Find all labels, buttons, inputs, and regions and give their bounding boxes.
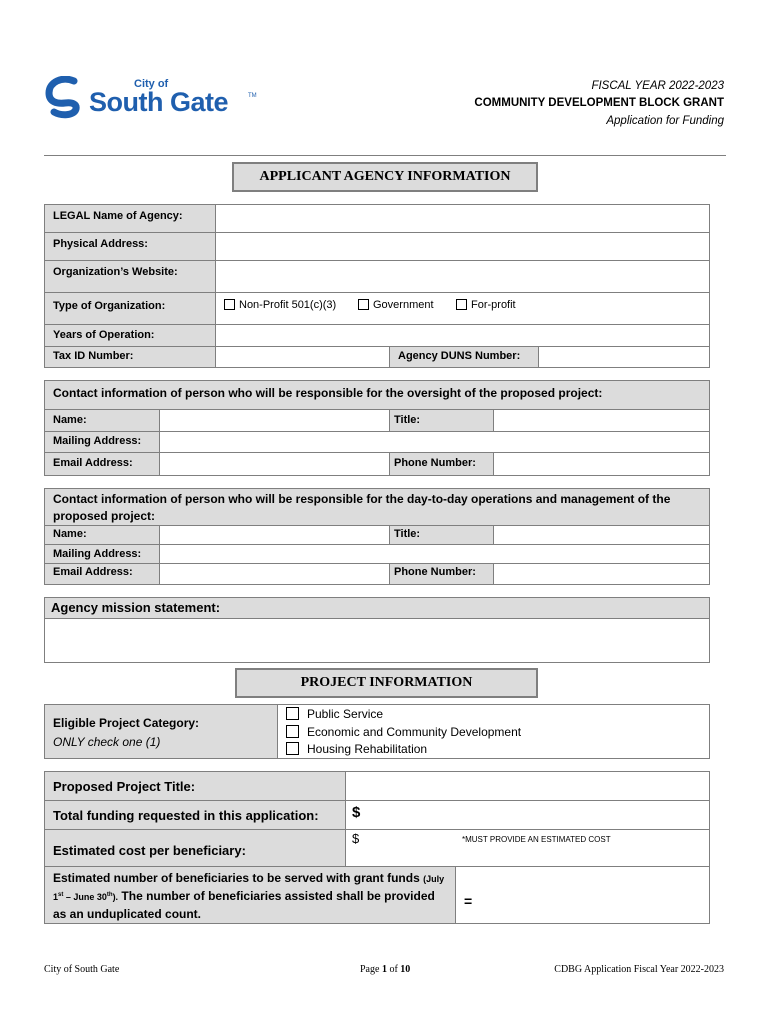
nonprofit-checkbox[interactable] [224, 299, 235, 310]
logo-trademark: TM [248, 93, 257, 99]
operations-phone-field[interactable] [493, 563, 710, 585]
public-service-checkbox[interactable] [286, 707, 299, 720]
oversight-email-field[interactable] [159, 452, 390, 476]
operations-mailing-field[interactable] [159, 544, 710, 564]
beneficiaries-text1: Estimated number of beneficiaries to be served with grant funds [53, 871, 420, 885]
logo-small-text: City of [134, 78, 169, 90]
category-options [277, 704, 710, 759]
oversight-email-label: Email Address: [53, 457, 133, 469]
project-title-label-cell [44, 771, 346, 801]
beneficiaries-text2: The number of beneficiaries assisted shall be provided [121, 889, 435, 903]
oversight-email-label-cell [44, 452, 160, 476]
oversight-mailing-label: Mailing Address: [53, 435, 142, 447]
footer-left: City of South Gate [44, 964, 120, 975]
oversight-title-field[interactable] [493, 409, 710, 432]
legal-name-label: LEGAL Name of Agency: [53, 210, 183, 222]
address-label-cell [44, 232, 216, 261]
years-field[interactable] [215, 324, 710, 347]
duns-label: Agency DUNS Number: [398, 350, 521, 362]
tax-id-label-cell [44, 346, 216, 368]
duns-label-cell [389, 346, 539, 368]
beneficiaries-field[interactable] [455, 866, 710, 924]
years-label-cell [44, 324, 216, 347]
oversight-phone-field[interactable] [493, 452, 710, 476]
oversight-heading-cell [44, 380, 710, 410]
mission-field[interactable] [44, 618, 710, 663]
period-end-sup: th [106, 892, 113, 898]
operations-email-label-cell [44, 563, 160, 585]
oversight-title-label: Title: [394, 414, 421, 426]
cost-note: *MUST PROVIDE AN ESTIMATED COST [462, 835, 611, 844]
project-title-field[interactable] [345, 771, 710, 801]
header-divider [44, 155, 726, 156]
operations-name-field[interactable] [159, 525, 390, 545]
economic-label: Economic and Community Development [307, 725, 522, 739]
oversight-name-label: Name: [53, 414, 87, 426]
operations-phone-label: Phone Number: [394, 566, 476, 578]
years-label: Years of Operation: [53, 329, 155, 341]
oversight-heading: Contact information of person who will be responsible for the oversight of the proposed project: [53, 386, 603, 400]
oversight-name-label-cell [44, 409, 160, 432]
section-title-applicant: APPLICANT AGENCY INFORMATION [232, 162, 538, 192]
operations-title-label: Title: [394, 528, 421, 540]
cost-field[interactable] [345, 829, 710, 867]
address-label: Physical Address: [53, 238, 148, 250]
funding-label-cell [44, 800, 346, 830]
period-end: – June 30 [63, 892, 107, 902]
category-label-cell [44, 704, 278, 759]
category-housing-option[interactable] [286, 742, 427, 756]
nonprofit-label: Non-Profit 501(c)(3) [239, 299, 337, 311]
legal-name-label-cell [44, 204, 216, 233]
project-title-label: Proposed Project Title: [53, 779, 196, 794]
org-type-forprofit-option[interactable] [456, 299, 516, 311]
period-start-sup: st [58, 892, 64, 898]
forprofit-checkbox[interactable] [456, 299, 467, 310]
period-close: ). [112, 892, 119, 902]
beneficiaries-period: (July [423, 874, 445, 884]
beneficiaries-equals: = [464, 893, 473, 909]
oversight-title-label-cell [389, 409, 494, 432]
address-field[interactable] [215, 232, 710, 261]
tax-id-label: Tax ID Number: [53, 350, 134, 362]
org-type-label: Type of Organization: [53, 300, 166, 312]
operations-phone-label-cell [389, 563, 494, 585]
operations-email-label: Email Address: [53, 566, 133, 578]
footer-page-number [360, 964, 410, 975]
page-of: of [386, 964, 401, 975]
operations-name-label: Name: [53, 528, 87, 540]
cost-label-cell [44, 829, 346, 867]
program-title: COMMUNITY DEVELOPMENT BLOCK GRANT [474, 97, 724, 109]
duns-field[interactable] [538, 346, 710, 368]
city-logo [44, 76, 256, 120]
oversight-mailing-label-cell [44, 431, 160, 453]
oversight-mailing-field[interactable] [159, 431, 710, 453]
operations-heading-line1: Contact information of person who will be responsible for the day-to-day operations and management of the [53, 492, 671, 506]
beneficiaries-label-cell [44, 866, 456, 924]
operations-heading-line2: proposed project: [53, 509, 156, 523]
section-title-project: PROJECT INFORMATION [235, 668, 538, 698]
operations-email-field[interactable] [159, 563, 390, 585]
org-type-field [215, 292, 710, 325]
housing-label: Housing Rehabilitation [307, 742, 428, 756]
oversight-name-field[interactable] [159, 409, 390, 432]
tax-id-field[interactable] [215, 346, 390, 368]
beneficiaries-line2 [53, 889, 435, 903]
org-type-label-cell [44, 292, 216, 325]
oversight-phone-label-cell [389, 452, 494, 476]
public-service-label: Public Service [307, 707, 384, 721]
operations-mailing-label-cell [44, 544, 160, 564]
website-label: Organization’s Website: [53, 266, 178, 278]
website-label-cell [44, 260, 216, 293]
operations-name-label-cell [44, 525, 160, 545]
city-logo-icon [44, 76, 86, 120]
org-type-government-option[interactable] [358, 299, 434, 311]
document-subtitle: Application for Funding [606, 115, 724, 127]
page-current: 1 [381, 964, 387, 975]
footer-right: CDBG Application Fiscal Year 2022-2023 [554, 964, 724, 975]
cost-label: Estimated cost per beneficiary: [53, 843, 246, 858]
category-label: Eligible Project Category: [53, 716, 200, 730]
org-type-nonprofit-option[interactable] [224, 299, 336, 311]
legal-name-field[interactable] [215, 204, 710, 233]
operations-title-label-cell [389, 525, 494, 545]
operations-mailing-label: Mailing Address: [53, 548, 142, 560]
page-total: 10 [400, 964, 411, 975]
forprofit-label: For-profit [471, 299, 516, 311]
funding-label: Total funding requested in this application: [53, 808, 319, 823]
economic-checkbox[interactable] [286, 725, 299, 738]
funding-field[interactable] [345, 800, 710, 830]
government-checkbox[interactable] [358, 299, 369, 310]
website-field[interactable] [215, 260, 710, 293]
category-note: ONLY check one (1) [53, 735, 161, 749]
cost-dollar-sign: $ [352, 831, 360, 846]
logo-big-text: South Gate [89, 87, 229, 117]
category-public-service-option[interactable] [286, 707, 383, 721]
funding-dollar-sign: $ [352, 804, 361, 821]
beneficiaries-line3: as an unduplicated count. [53, 907, 202, 921]
beneficiaries-line1 [53, 871, 444, 885]
mission-label-cell [44, 597, 710, 619]
page-prefix: Page [360, 964, 382, 975]
government-label: Government [373, 299, 434, 311]
oversight-phone-label: Phone Number: [394, 457, 476, 469]
period-start-day: 1 [53, 892, 59, 902]
housing-checkbox[interactable] [286, 742, 299, 755]
operations-heading-cell [44, 488, 710, 526]
category-economic-option[interactable] [286, 725, 521, 739]
mission-label: Agency mission statement: [51, 600, 221, 615]
fiscal-year: FISCAL YEAR 2022-2023 [591, 80, 724, 92]
operations-title-field[interactable] [493, 525, 710, 545]
